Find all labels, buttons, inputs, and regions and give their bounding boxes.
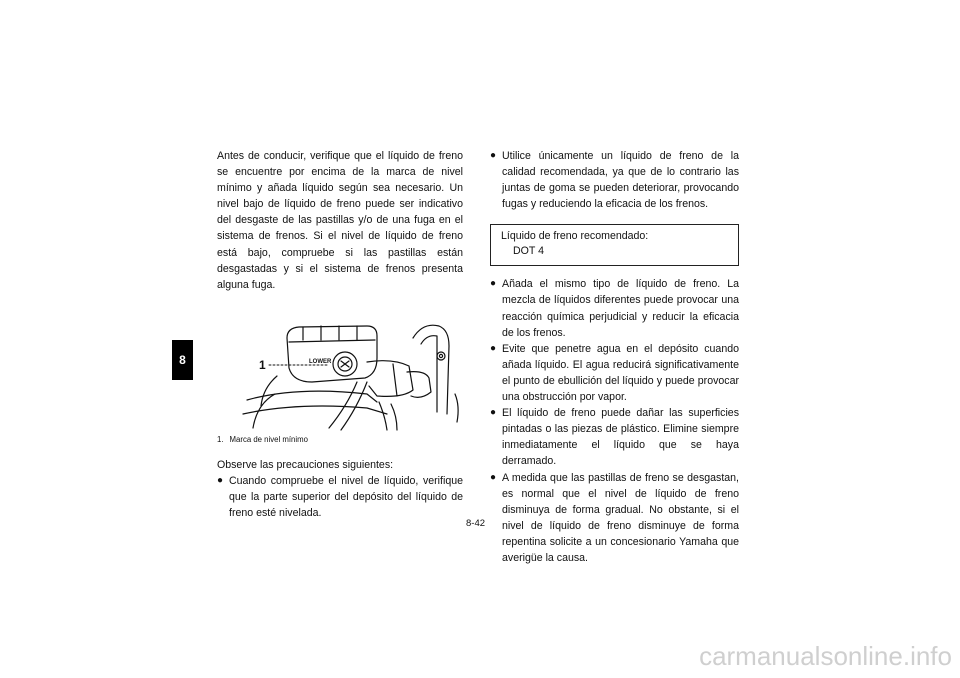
- bullet-icon: ●: [217, 474, 224, 486]
- spec-label: Líquido de freno recomendado:: [501, 230, 649, 243]
- bullet-icon: ●: [490, 471, 497, 483]
- left-column: [217, 148, 463, 521]
- bullet-text: Evite que penetre agua en el depósito cuando añada líquido. El agua reducirá significativamente el punto de ebullición del líquido y puede provocar una obstrucción por vapor.: [502, 342, 739, 404]
- chapter-tab: 8: [172, 340, 193, 380]
- watermark: carmanualsonline.info: [699, 641, 952, 671]
- list-item: [217, 473, 463, 521]
- brake-reservoir-illustration: [217, 316, 463, 431]
- intro-paragraph: Antes de conducir, verifique que el líquido de freno se encuentre por encima de la marca de nivel mínimo y añada líquido según sea necesario. Un nivel bajo de líquido de freno puede ser indicativo del desgaste de las pastillas y/o de una fuga en el sistema de frenos. Si el nivel de líquido de freno está bajo, compruebe si las pastillas están desgastadas y si el sistema de frenos presenta alguna fuga.: [217, 150, 463, 291]
- bullet-icon: ●: [490, 150, 497, 161]
- list-item: [490, 341, 739, 405]
- brake-reservoir-figure: [217, 316, 463, 431]
- right-column: [490, 148, 739, 566]
- spec-value: DOT 4: [513, 245, 545, 258]
- list-item: [490, 276, 739, 340]
- bullet-icon: ●: [490, 342, 497, 354]
- bullet-text: Añada el mismo tipo de líquido de freno. La mezcla de líquidos diferentes puede provocar una reacción química perjudicial y reducir la eficacia de los frenos.: [502, 278, 739, 339]
- recommended-fluid-box: [490, 224, 739, 266]
- page-number: 8-42: [466, 518, 486, 529]
- bullet-text: Utilice únicamente un líquido de freno de la calidad recomendada, ya que de lo contrario las juntas de goma se pueden deteriorar, provocando fugas y reduciendo la eficacia de los frenos.: [502, 150, 739, 211]
- caption-text: Marca de nivel mínimo: [229, 434, 308, 444]
- caption-number: 1.: [217, 434, 224, 444]
- lower-mark-label: LOWER: [309, 358, 332, 365]
- bullet-text: A medida que las pastillas de freno se desgastan, es normal que el nivel de líquido de freno disminuya de forma gradual. No obstante, si el nivel de líquido de freno disminuye de forma repentina solicite a un concesionario Yamaha que averigüe la causa.: [502, 471, 739, 564]
- list-item: [490, 470, 739, 567]
- list-item: [490, 405, 739, 469]
- bullet-text: Cuando compruebe el nivel de líquido, verifique que la parte superior del depósito del líquido de freno esté nivelada.: [229, 474, 463, 520]
- bullet-icon: ●: [490, 278, 497, 290]
- bullet-icon: ●: [490, 407, 497, 419]
- figure-callout-number: 1: [259, 357, 266, 372]
- observe-heading: Observe las precauciones siguientes:: [217, 458, 394, 471]
- bullet-text: El líquido de freno puede dañar las superficies pintadas o las piezas de plástico. Elimine siempre inmediatamente el líquido que se haya derramado.: [502, 407, 739, 468]
- figure-caption: [217, 435, 463, 445]
- list-item: [490, 148, 739, 212]
